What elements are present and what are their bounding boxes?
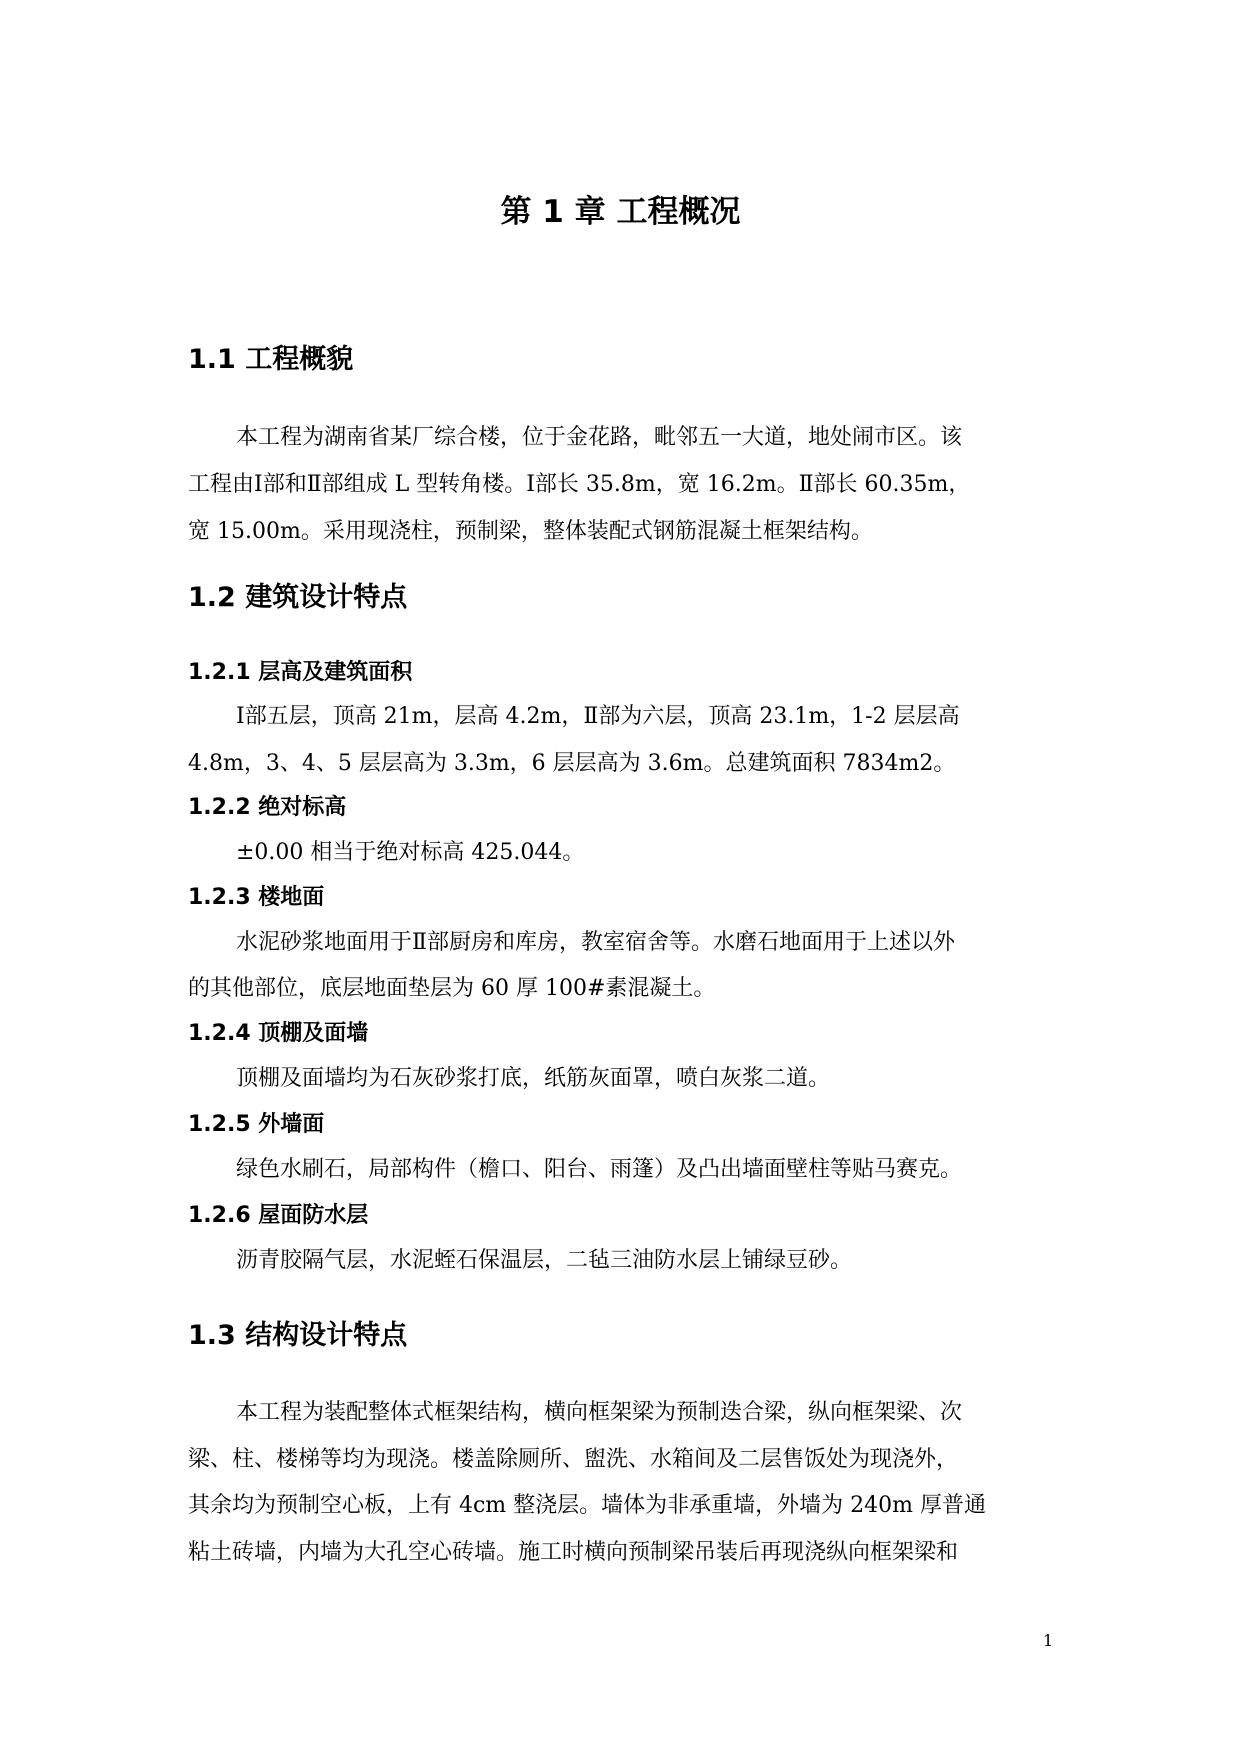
section-heading-1-2: 1.2 建筑设计特点: [188, 582, 408, 613]
paragraph-line: 水泥砂浆地面用于Ⅱ部厨房和库房，教室宿舍等。水磨石地面用于上述以外: [236, 930, 955, 955]
subsection-heading-1-2-6: 1.2.6 屋面防水层: [188, 1203, 369, 1228]
subsection-heading-1-2-2: 1.2.2 绝对标高: [188, 795, 347, 820]
subsection-heading-1-2-5: 1.2.5 外墙面: [188, 1112, 325, 1137]
chapter-title: 第 1 章 工程概况: [500, 194, 741, 230]
paragraph-line: 4.8m，3、4、5 层层高为 3.3m，6 层层高为 3.6m。总建筑面积 7834m2。: [188, 751, 956, 776]
section-heading-1-1: 1.1 工程概貌: [188, 344, 354, 375]
section-heading-1-3: 1.3 结构设计特点: [188, 1320, 408, 1351]
paragraph-line: ±0.00 相当于绝对标高 425.044。: [236, 840, 585, 865]
paragraph-line: 本工程为湖南省某厂综合楼，位于金花路，毗邻五一大道，地处闹市区。该: [236, 425, 963, 450]
paragraph-line: 粘土砖墙，内墙为大孔空心砖墙。施工时横向预制梁吊装后再现浇纵向框架梁和: [188, 1540, 959, 1565]
subsection-heading-1-2-3: 1.2.3 楼地面: [188, 885, 325, 910]
paragraph-line: Ⅰ部五层，顶高 21m，层高 4.2m，Ⅱ部为六层，顶高 23.1m，1-2 层层高: [236, 704, 960, 729]
paragraph-line: 沥青胶隔气层，水泥蛭石保温层，二毡三油防水层上铺绿豆砂。: [236, 1248, 853, 1273]
paragraph-line: 梁、柱、楼梯等均为现浇。楼盖除厕所、盥洗、水箱间及二层售饭处为现浇外，: [188, 1447, 959, 1472]
paragraph-line: 的其他部位，底层地面垫层为 60 厚 100#素混凝土。: [188, 976, 716, 1001]
paragraph-line: 顶棚及面墙均为石灰砂浆打底，纸筋灰面罩，喷白灰浆二道。: [236, 1066, 831, 1091]
paragraph-line: 宽 15.00m。采用现浇柱，预制梁，整体装配式钢筋混凝土框架结构。: [188, 519, 873, 544]
page-number: 1: [1043, 1631, 1054, 1650]
paragraph-line: 其余均为预制空心板，上有 4cm 整浇层。墙体为非承重墙，外墙为 240m 厚普通: [188, 1493, 987, 1518]
paragraph-line: 绿色水刷石，局部构件（檐口、阳台、雨篷）及凸出墙面壁柱等贴马赛克。: [236, 1157, 963, 1182]
paragraph-line: 工程由Ⅰ部和Ⅱ部组成 L 型转角楼。Ⅰ部长 35.8m，宽 16.2m。Ⅱ部长 60.35m，: [188, 472, 971, 497]
subsection-heading-1-2-1: 1.2.1 层高及建筑面积: [188, 660, 413, 685]
subsection-heading-1-2-4: 1.2.4 顶棚及面墙: [188, 1021, 369, 1046]
paragraph-line: 本工程为装配整体式框架结构，横向框架梁为预制迭合梁，纵向框架梁、次: [236, 1400, 963, 1425]
